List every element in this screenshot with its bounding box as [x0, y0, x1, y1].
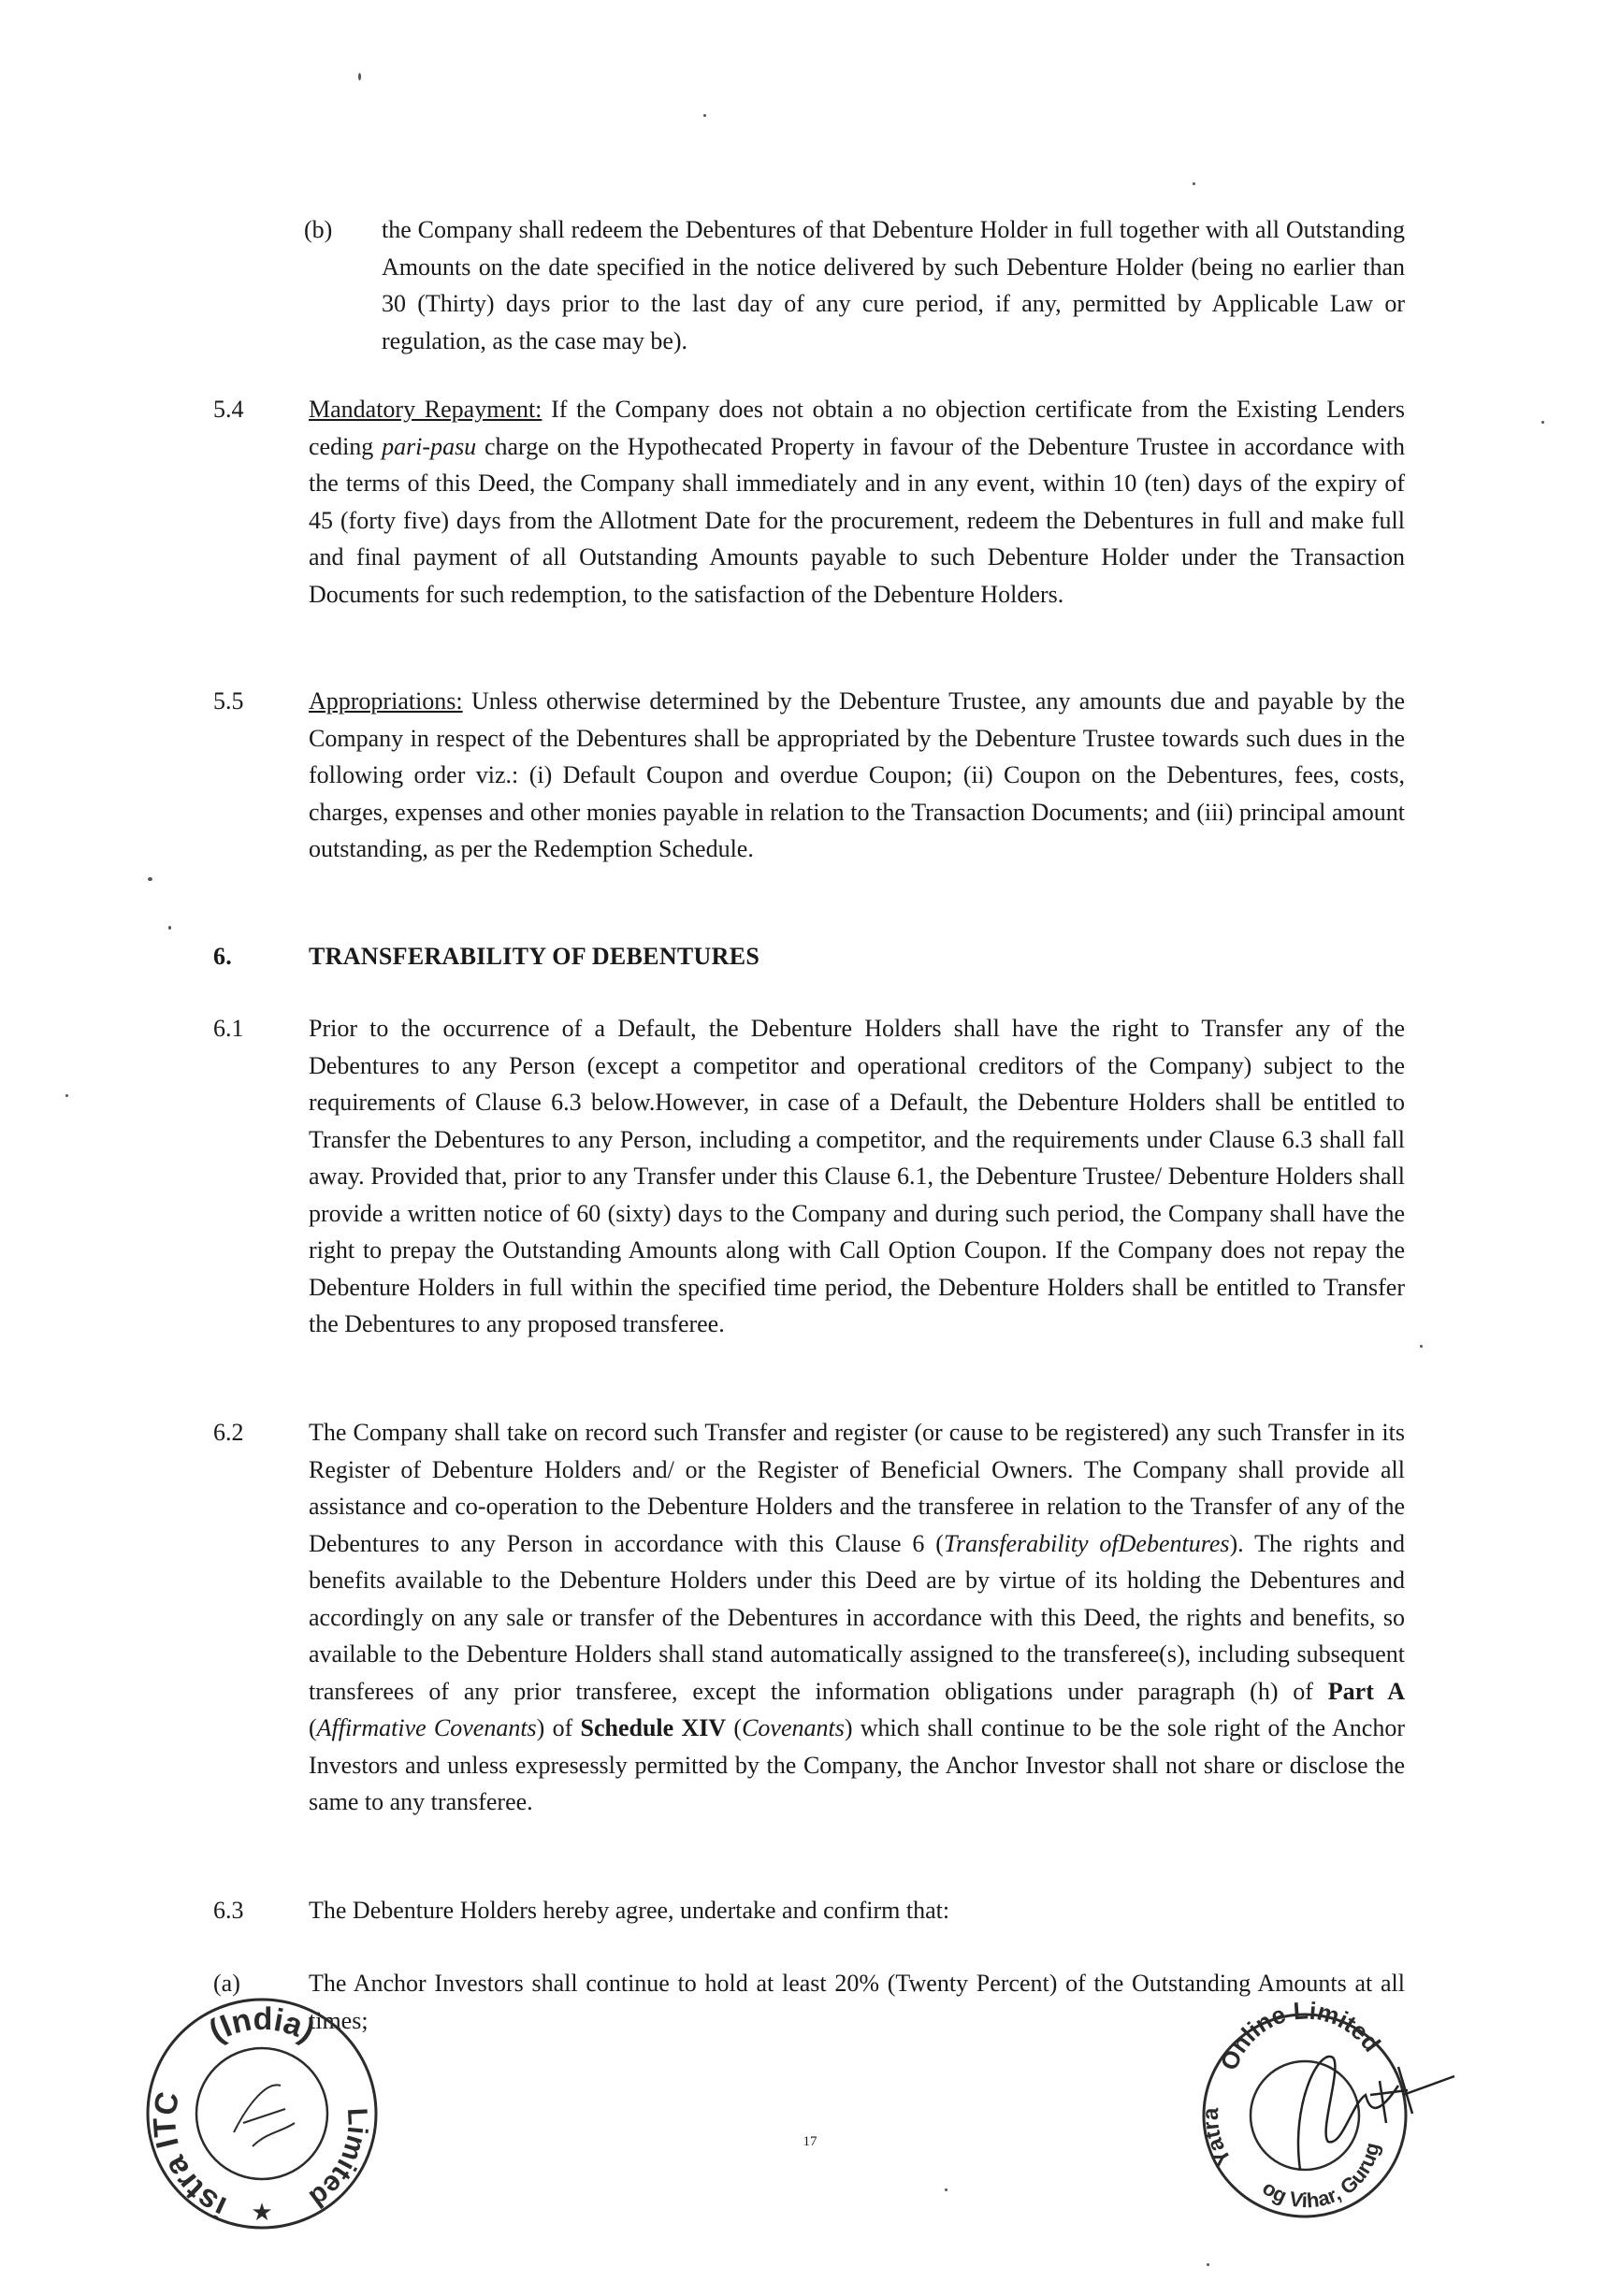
- clause-title: Appropriations:: [309, 687, 463, 715]
- section-number: 6.: [213, 943, 233, 970]
- clause-text: the Company shall redeem the Debentures of that Debenture Holder in full together with all Outstanding Amounts on the date specified in the notice delivered by such Debenture Holder (being no earlier than 30 (Thirty) days prior to the last day of any cure period, if any, permitted by Applicable Law or regulation, as the case may be).: [382, 216, 1405, 354]
- scan-speck: [1207, 2263, 1209, 2266]
- clause-italic-term: pari-pasu: [382, 432, 477, 460]
- clause-text: The Debenture Holders hereby agree, undertake and confirm that:: [309, 1897, 950, 1924]
- clause-number: 6.3: [213, 1897, 244, 1924]
- clause-title: Mandatory Repayment:: [309, 396, 542, 423]
- clause-label: (a): [213, 1970, 240, 1997]
- clause-text-part: charge on the Hypothecated Property in favour of the Debenture Trustee in accordance with the terms of this Deed, the Company shall immediately and in any event, within 10 (ten) days of the expiry of 45 (forty five) days from the Allotment Date for the procurement, redeem the Debentures in full and make full and final payment of all Outstanding Amounts payable to such Debenture Holder under the Transaction Documents for such redemption, to the satisfaction of the Debenture Holders.: [309, 432, 1405, 608]
- clause-text-part: If the Company does not obtain a no objection certificate from the Existing Lenders ceding: [309, 396, 1405, 460]
- clause-bold-term: Part A: [1327, 1677, 1405, 1705]
- clause-number: 5.4: [213, 396, 244, 423]
- scan-speck: [168, 926, 171, 930]
- scan-speck: [65, 1094, 68, 1097]
- yatra-online-stamp: [1179, 1992, 1459, 2231]
- scan-speck: [703, 114, 706, 117]
- clause-number: 6.2: [213, 1419, 244, 1446]
- scan-speck: [1420, 1345, 1423, 1348]
- clause-text: [309, 1414, 1405, 1821]
- clause-italic-term: Transferability ofDebentures: [943, 1529, 1230, 1557]
- svg-text:Vistra ITCL: istra ITC: [147, 2088, 232, 2226]
- svg-text:Limited: Limited: [303, 2107, 373, 2214]
- svg-text:(India): (India): [203, 2000, 321, 2049]
- scan-speck: [1541, 421, 1544, 424]
- company-seal-icon: [1179, 1992, 1459, 2226]
- clause-bold-term: Schedule XIV: [580, 1714, 727, 1741]
- section-title: TRANSFERABILITY OF DEBENTURES: [309, 943, 760, 970]
- scan-speck: [358, 73, 361, 80]
- clause-italic-term: Covenants: [742, 1714, 845, 1741]
- clause-label: (b): [304, 216, 333, 243]
- clause-text: [309, 391, 1405, 613]
- scan-speck: [148, 877, 152, 881]
- clause-text: [309, 683, 1405, 868]
- stamp-seal-icon: [140, 1992, 383, 2235]
- clause-number: 6.1: [213, 1015, 244, 1042]
- clause-italic-term: Affirmative Covenants: [316, 1714, 537, 1741]
- vistra-itcl-stamp: [140, 1992, 383, 2240]
- clause-text: The Anchor Investors shall continue to hold at least 20% (Twenty Percent) of the Outstanding Amounts at all times;: [309, 1970, 1405, 2034]
- svg-text:Yatra: Yatra: [1197, 2107, 1237, 2171]
- clause-text-part: Unless otherwise determined by the Debenture Trustee, any amounts due and payable by the Company in respect of the Debentures shall be appropriated by the Debenture Trustee towards such dues in the following order viz.: (i) Default Coupon and overdue Coupon; (ii) Coupon on the Debentures, fees, costs, charges, expenses and other monies payable in relation to the Transaction Documents; and (iii) principal amount outstanding, as per the Redemption Schedule.: [309, 687, 1405, 862]
- scan-speck: [1193, 182, 1195, 185]
- clause-text: Prior to the occurrence of a Default, the Debenture Holders shall have the right to Transfer any of the Debentures to any Person (except a competitor and operational creditors of the Company) subject to the requirements of Clause 6.3 below.However, in case of a Default, the Debenture Holders shall be entitled to Transfer the Debentures to any Person, including a competitor, and the requirements under Clause 6.3 shall fall away. Provided that, prior to any Transfer under this Clause 6.1, the Debenture Trustee/ Debenture Holders shall provide a written notice of 60 (sixty) days to the Company and during such period, the Company shall have the right to prepay the Outstanding Amounts along with Call Option Coupon. If the Company does not repay the Debenture Holders in full within the specified time period, the Debenture Holders shall be entitled to Transfer the Debentures to any proposed transferee.: [309, 1015, 1405, 1337]
- svg-text:★: ★: [251, 2199, 273, 2226]
- scan-speck: [945, 2188, 947, 2191]
- svg-text:Online Limited: Online Limited: [1214, 1996, 1387, 2074]
- clause-text-part: ). The rights and benefits available to the Debenture Holders under this Deed are by virtue of its holding the Debentures and accordingly on any sale or transfer of the Debentures in accordance with this Deed, the rights and benefits, so available to the Debenture Holders shall stand automatically assigned to the transferee(s), including subsequent transferees of any prior transferee, except the information obligations under paragraph (h) of: [309, 1529, 1405, 1705]
- clause-number: 5.5: [213, 687, 244, 715]
- clause-text-part: ) which shall continue to be the sole right of the Anchor Investors and unless expresessly permitted by the Company, the Anchor Investor shall not share or disclose the same to any transferee.: [309, 1714, 1405, 1815]
- svg-text:Udyog Vihar, Gurugram: og Vihar, Gurug: [1258, 2140, 1384, 2213]
- clause-text-part: (: [309, 1714, 317, 1741]
- page-number: 17: [803, 2134, 817, 2149]
- clause-text-part: ) of: [536, 1714, 581, 1741]
- clause-text-part: The Company shall take on record such Transfer and register (or cause to be registered) any such Transfer in its Register of Debenture Holders and/ or the Register of Beneficial Owners. The Company shall provide all assistance and co-operation to the Debenture Holders and the transferee in relation to the Transfer of any of the Debentures to any Person in accordance with this Clause 6 (: [309, 1419, 1405, 1557]
- clause-text-part: (: [726, 1714, 743, 1741]
